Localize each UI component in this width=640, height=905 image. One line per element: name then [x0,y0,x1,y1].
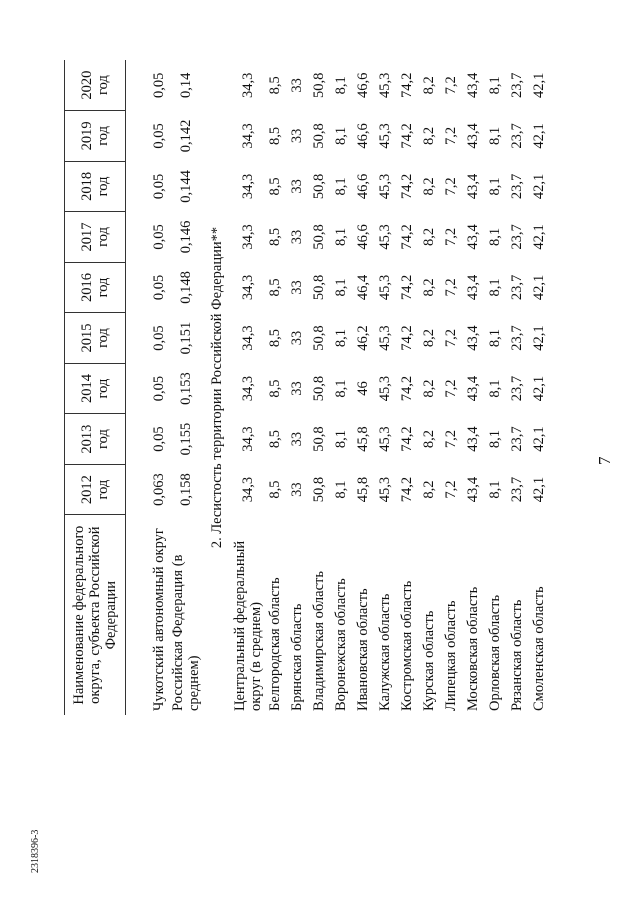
value-cell: 8,1 [487,227,503,246]
year-column-header: 2012 год [65,464,126,515]
value-cell: 7,2 [443,328,459,348]
value-cell: 74,2 [399,375,415,402]
region-name-cell: Смоленская область [531,586,547,711]
value-cell: 46,6 [355,173,371,200]
table-row [286,60,308,715]
value-cell: 43,4 [465,72,481,98]
table-row [170,60,202,715]
value-cell: 23,7 [509,123,525,149]
value-cell: 74,2 [399,274,415,301]
value-cell: 50,8 [311,476,327,503]
value-cell: 8,2 [421,379,437,398]
region-name-cell: Рязанская область [509,599,525,711]
value-cell: 23,7 [509,375,525,402]
value-cell: 8,1 [333,126,349,145]
value-cell: 8,5 [267,379,283,398]
year-column-header: 2013 год [65,414,126,465]
value-cell: 8,1 [487,328,503,348]
value-cell: 45,3 [377,123,393,149]
year-column-header: 2016 год [65,262,126,313]
region-name-cell: Брянская область [289,603,305,711]
table-row [308,60,330,715]
value-cell: 46,6 [355,123,371,149]
value-cell: 43,4 [465,123,481,149]
table-row [396,60,418,715]
table-header-row [65,60,126,715]
value-cell: 0,063 [151,473,167,506]
table-row [528,60,550,715]
table-row [440,60,462,715]
value-cell: 46,6 [355,224,371,250]
value-cell: 46,4 [355,274,371,301]
spacer-cell [126,60,149,715]
region-name-cell: Российская Федерация (в среднем) [170,554,202,711]
value-cell: 8,1 [487,278,503,297]
value-cell: 8,1 [487,379,503,398]
value-cell: 42,1 [531,123,547,149]
value-cell: 23,7 [509,476,525,503]
value-cell: 33 [289,381,305,396]
value-cell: 74,2 [399,123,415,149]
value-cell: 45,3 [377,325,393,351]
year-column-header: 2020 год [65,60,126,111]
value-cell: 7,2 [443,430,459,449]
value-cell: 8,1 [487,126,503,145]
value-cell: 8,5 [267,76,283,95]
value-cell: 42,1 [531,375,547,402]
page-number: 7 [595,456,614,465]
value-cell: 7,2 [443,126,459,145]
name-column-header: Наименование федерального округа, субъекта Российской Федерации [65,515,126,715]
value-cell: 45,3 [377,426,393,452]
value-cell: 34,3 [240,375,256,402]
value-cell: 45,3 [377,173,393,200]
region-name-cell: Орловская область [487,594,503,711]
value-cell: 45,3 [377,274,393,301]
section-heading-row [202,60,232,715]
value-cell: 34,3 [240,123,256,149]
value-cell: 8,1 [333,278,349,297]
value-cell: 46,2 [355,325,371,351]
region-name-cell: Липецкая область [443,600,459,711]
value-cell: 0,142 [178,119,194,153]
value-cell: 8,1 [333,328,349,348]
value-cell: 43,4 [465,325,481,351]
value-cell: 0,05 [151,173,167,200]
value-cell: 8,2 [421,76,437,95]
value-cell: 45,3 [377,72,393,98]
value-cell: 74,2 [399,72,415,98]
value-cell: 8,2 [421,328,437,348]
value-cell: 8,2 [421,227,437,246]
value-cell: 7,2 [443,379,459,398]
value-cell: 0,151 [178,321,194,355]
value-cell: 50,8 [311,224,327,250]
value-cell: 45,8 [355,476,371,503]
value-cell: 0,155 [178,422,194,456]
value-cell: 0,158 [178,473,194,506]
value-cell: 8,1 [333,379,349,398]
value-cell: 74,2 [399,224,415,250]
value-cell: 33 [289,229,305,245]
value-cell: 8,2 [421,480,437,499]
table-row [418,60,440,715]
value-cell: 0,146 [178,220,194,254]
value-cell: 74,2 [399,173,415,200]
value-cell: 0,153 [178,372,194,405]
year-column-header: 2017 год [65,212,126,263]
region-name-cell: Белгородская область [267,577,283,711]
value-cell: 50,8 [311,173,327,200]
value-cell: 8,5 [267,126,283,145]
document-stamp: 2318396-3 [30,829,41,873]
region-name-cell: Ивановская область [355,588,371,711]
region-name-cell: Чукотский автономный округ [151,528,167,711]
value-cell: 7,2 [443,480,459,499]
table-row [352,60,374,715]
value-cell: 43,4 [465,173,481,200]
value-cell: 8,2 [421,430,437,449]
value-cell: 7,2 [443,278,459,297]
value-cell: 8,5 [267,430,283,449]
value-cell: 8,1 [333,430,349,449]
value-cell: 42,1 [531,224,547,250]
value-cell: 34,3 [240,72,256,98]
value-cell: 23,7 [509,274,525,301]
value-cell: 33 [289,482,305,497]
value-cell: 7,2 [443,76,459,95]
value-cell: 33 [289,280,305,295]
section-heading-group [202,60,232,715]
value-cell: 42,1 [531,426,547,452]
table-row [232,60,264,715]
table-row [462,60,484,715]
value-cell: 74,2 [399,476,415,503]
value-cell: 43,4 [465,224,481,250]
value-cell: 42,1 [531,72,547,98]
region-name-cell: Воронежская область [333,578,349,711]
table-row [374,60,396,715]
value-cell: 23,7 [509,426,525,452]
value-cell: 8,1 [487,76,503,95]
row-spacer [126,60,149,715]
value-cell: 50,8 [311,325,327,351]
value-cell: 50,8 [311,123,327,149]
value-cell: 23,7 [509,224,525,250]
value-cell: 0,05 [151,123,167,149]
value-cell: 8,5 [267,227,283,246]
value-cell: 0,05 [151,72,167,98]
value-cell: 7,2 [443,177,459,196]
value-cell: 45,3 [377,476,393,503]
value-cell: 8,5 [267,480,283,499]
value-cell: 0,05 [151,274,167,301]
value-cell: 34,3 [240,325,256,351]
table-row [506,60,528,715]
value-cell: 50,8 [311,375,327,402]
value-cell: 34,3 [240,274,256,301]
section-title: 2. Лесистость территории Российской Федерации** [209,226,225,549]
value-cell: 8,2 [421,177,437,196]
value-cell: 34,3 [240,224,256,250]
value-cell: 0,144 [178,170,194,203]
value-cell: 8,5 [267,177,283,196]
region-name-cell: Московская область [465,586,481,711]
value-cell: 42,1 [531,476,547,503]
value-cell: 42,1 [531,325,547,351]
value-cell: 0,05 [151,224,167,250]
value-cell: 42,1 [531,173,547,200]
value-cell: 34,3 [240,426,256,452]
value-cell: 8,1 [333,177,349,196]
value-cell: 34,3 [240,173,256,200]
value-cell: 23,7 [509,173,525,200]
table-row [484,60,506,715]
value-cell: 34,3 [240,476,256,503]
table-row [330,60,352,715]
value-cell: 23,7 [509,325,525,351]
value-cell: 33 [289,431,305,447]
year-column-header: 2014 год [65,363,126,414]
table-section-rows [232,60,550,715]
value-cell: 8,1 [487,177,503,196]
value-cell: 43,4 [465,426,481,452]
value-cell: 74,2 [399,325,415,351]
value-cell: 46 [355,381,371,396]
value-cell: 8,1 [333,227,349,246]
region-name-cell: Владимирская область [311,571,327,711]
value-cell: 42,1 [531,274,547,301]
value-cell: 0,05 [151,325,167,351]
value-cell: 33 [289,179,305,194]
value-cell: 0,148 [178,271,194,304]
value-cell: 33 [289,330,305,346]
value-cell: 8,1 [487,430,503,449]
value-cell: 50,8 [311,426,327,452]
value-cell: 8,1 [333,76,349,95]
value-cell: 43,4 [465,274,481,301]
value-cell: 33 [289,128,305,144]
value-cell: 8,1 [487,480,503,499]
value-cell: 8,1 [333,480,349,499]
value-cell: 23,7 [509,72,525,98]
table-top-rows [126,60,203,715]
year-column-header: 2015 год [65,313,126,364]
value-cell: 8,5 [267,328,283,348]
value-cell: 46,6 [355,72,371,98]
value-cell: 7,2 [443,227,459,246]
table-row [148,60,170,715]
region-name-cell: Курская область [421,610,437,711]
year-column-header: 2018 год [65,161,126,212]
value-cell: 0,05 [151,375,167,402]
table-row [264,60,286,715]
value-cell: 74,2 [399,426,415,452]
value-cell: 45,3 [377,224,393,250]
year-column-header: 2019 год [65,111,126,162]
value-cell: 0,14 [178,72,194,98]
region-name-cell: Центральный федеральный округ (в среднем) [232,540,264,711]
value-cell: 45,8 [355,426,371,452]
region-name-cell: Калужская область [377,593,393,711]
value-cell: 33 [289,78,305,93]
region-name-cell: Костромская область [399,580,415,711]
value-cell: 50,8 [311,72,327,98]
value-cell: 50,8 [311,274,327,301]
forest-cover-table [64,60,550,715]
value-cell: 8,2 [421,126,437,145]
value-cell: 43,4 [465,476,481,503]
value-cell: 43,4 [465,375,481,402]
value-cell: 8,2 [421,278,437,297]
value-cell: 8,5 [267,278,283,297]
rotated-page [28,30,614,875]
value-cell: 0,05 [151,426,167,452]
value-cell: 45,3 [377,375,393,402]
